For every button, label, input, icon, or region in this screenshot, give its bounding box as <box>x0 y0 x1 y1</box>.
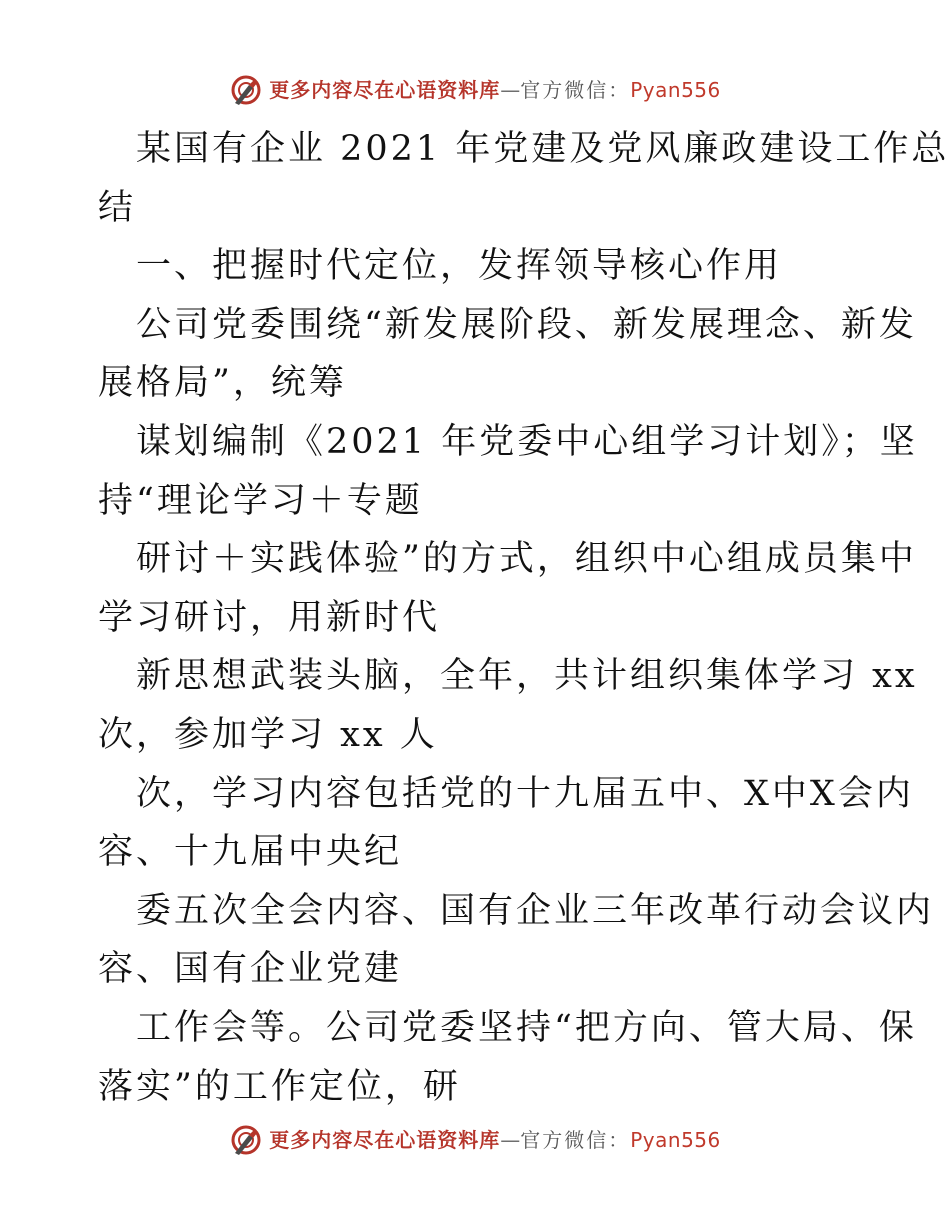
watermark-main-text: 更多内容尽在心语资料库 <box>269 1128 501 1152</box>
doc-title-line-2: 结 <box>98 187 137 228</box>
brush-seal-logo-icon <box>229 1123 263 1157</box>
paragraph-line: 次，参加学习 xx 人 <box>98 714 438 755</box>
watermark-main-text: 更多内容尽在心语资料库 <box>269 78 501 102</box>
doc-title-line-1: 某国有企业 2021 年党建及党风廉政建设工作总 <box>136 129 950 169</box>
watermark-separator: — <box>500 78 521 102</box>
paragraph-line: 持“理论学习＋专题 <box>98 480 423 521</box>
section-heading: 一、把握时代定位，发挥领导核心作用 <box>136 246 783 287</box>
watermark-label: 官方微信： <box>520 1128 631 1152</box>
paragraph-line: 工作会等。公司党委坚持“把方向、管大局、保 <box>136 1007 917 1048</box>
watermark-banner-top <box>0 70 950 110</box>
watermark-banner-bottom <box>0 1120 950 1160</box>
paragraph-line: 谋划编制《2021 年党委中心组学习计划》；坚 <box>136 421 918 462</box>
paragraph-line: 新思想武装头脑，全年，共计组织集体学习 xx <box>136 656 918 697</box>
paragraph-line: 学习研讨，用新时代 <box>98 597 441 638</box>
paragraph-line: 委五次全会内容、国有企业三年改革行动会议内 <box>136 890 935 931</box>
paragraph-line: 容、十九届中央纪 <box>98 832 403 873</box>
paragraph-line: 公司党委围绕“新发展阶段、新发展理念、新发 <box>136 304 917 345</box>
watermark-separator: — <box>500 1128 521 1152</box>
watermark-label: 官方微信： <box>520 78 631 102</box>
watermark-id: Pyan556 <box>630 78 721 102</box>
watermark-id: Pyan556 <box>630 1128 721 1152</box>
paragraph-line: 展格局”，统筹 <box>98 363 347 404</box>
paragraph-line: 研讨＋实践体验”的方式，组织中心组成员集中 <box>136 539 917 580</box>
paragraph-line: 落实”的工作定位，研 <box>98 1066 461 1107</box>
document-body <box>98 120 950 1116</box>
paragraph-line: 容、国有企业党建 <box>98 949 403 990</box>
brush-seal-logo-icon <box>229 73 263 107</box>
paragraph-line: 次，学习内容包括党的十九届五中、X中X会内 <box>136 773 914 814</box>
